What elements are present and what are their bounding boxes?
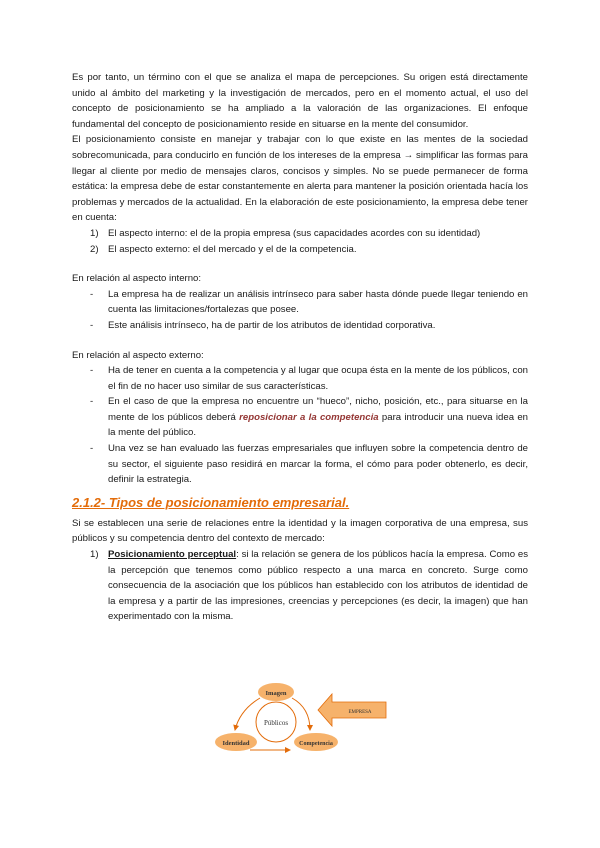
list-item: 2) El aspecto externo: el del mercado y el de la competencia. bbox=[90, 243, 357, 255]
positioning-diagram bbox=[210, 680, 390, 760]
publicos-label: Públicos bbox=[263, 719, 289, 727]
external-list bbox=[72, 363, 528, 488]
internal-list bbox=[72, 287, 528, 334]
identidad-label: Identidad bbox=[222, 740, 250, 747]
section-intro: Si se establecen una serie de relaciones entre la identidad y la imagen corporativa de una empresa, sus públicos y su competencia dentro del contexto de mercado: bbox=[72, 517, 528, 545]
page-content bbox=[72, 70, 528, 625]
imagen-label: Imagen bbox=[265, 690, 287, 697]
list-item: - La empresa ha de realizar un análisis intrínseco para saber hasta dónde puede llegar teniendo en cuenta las limitaciones/fortalezas que posee. bbox=[90, 288, 528, 316]
intro-paragraph: Es por tanto, un término con el que se analiza el mapa de percepciones. Su origen está directamente unido al ámbito del marketing y la investigación de mercados, pero en el momento actual, el uso del concepto de posicionamiento se ha ampliado a la valoración de las organizaciones. El enfoque fundamental del concepto de posicionamiento reside en situarse en la mente del consumidor. bbox=[72, 72, 528, 130]
list-item: 1) El aspecto interno: el de la propia empresa (sus capacidades acordes con su identidad) bbox=[90, 227, 481, 239]
emphasis-text: reposicionar a la competencia bbox=[239, 411, 379, 423]
internal-intro: En relación al aspecto interno: bbox=[72, 273, 202, 285]
empresa-label: EMPRESA bbox=[348, 710, 372, 715]
list-item: - En el caso de que la empresa no encuentre un “hueco”, nicho, posición, etc., para situarse en la mente de los públicos deberá reposicionar a la competencia para introducir una nueva idea en la mente del público. bbox=[90, 396, 528, 439]
section-heading: 2.1.2- Tipos de posicionamiento empresarial. bbox=[72, 494, 350, 510]
list-item: - Ha de tener en cuenta a la competencia y al lugar que ocupa ésta en la mente de los públicos, con el fin de no hacer uso similar de sus características. bbox=[90, 365, 528, 392]
competencia-label: Competencia bbox=[299, 741, 333, 747]
list-item: 1) Posicionamiento perceptual: si la relación se genera de los públicos hacía la empresa. Como es la percepción que tenemos como público respecto a una marca en concreto. Surge como consecuencia de la asociación que los públicos han establecido con los atributos de identidad de la empresa y a partir de las impresiones, creencias y percepciones (es decir, la imagen) que han experimentado con la misma. bbox=[90, 549, 528, 623]
list-item: - Este análisis intrínseco, ha de partir de los atributos de identidad corporativa. bbox=[90, 319, 436, 331]
aspects-list bbox=[72, 226, 528, 257]
positioning-paragraph: El posicionamiento consiste en manejar y trabajar con lo que existe en las mentes de la sociedad sobrecomunicada, para conducirlo en función de los intereses de la empresa → simplificar las formas para llegar al cliente por medio de mensajes claros, concisos y simples. No se puede permanecer de forma estática: la empresa debe de estar constantemente en alerta para mantener la posición orientada hacía los problemas y mercados de la actualidad. En la elaboración de este posicionamiento, la empresa debe tener en cuenta: bbox=[72, 134, 528, 224]
list-item: - Una vez se han evaluado las fuerzas empresariales que influyen sobre la competencia dentro de su sector, el siguiente paso residirá en marcar la forma, el cómo para poder obtenerlo, es decir, definir la estrategia. bbox=[90, 443, 528, 486]
type-title: Posicionamiento perceptual bbox=[108, 549, 237, 561]
types-list bbox=[72, 547, 528, 625]
external-intro: En relación al aspecto externo: bbox=[72, 349, 204, 361]
